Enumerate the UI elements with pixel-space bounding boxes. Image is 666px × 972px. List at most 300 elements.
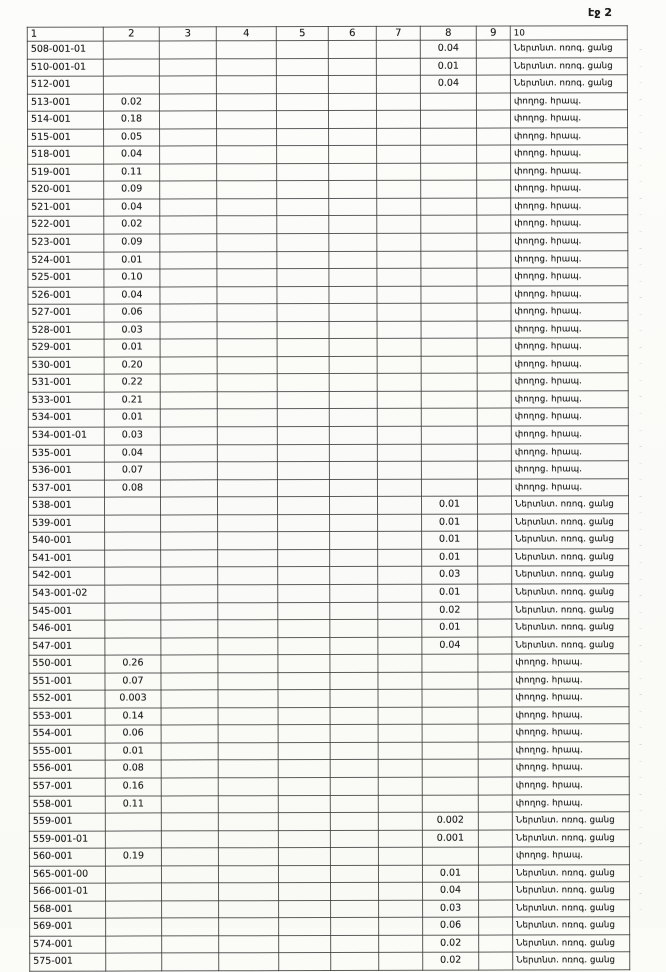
cell-col1: 524-001: [28, 252, 104, 270]
cell-col9: [478, 566, 512, 584]
cell-col7: [378, 795, 422, 813]
edge-mark: ֊: [639, 293, 643, 304]
cell-col7: [376, 40, 420, 58]
table-row: [30, 917, 630, 936]
cell-col9: [477, 409, 511, 427]
cell-col7: [376, 58, 420, 76]
cell-col10: փողոց. հրապ.: [512, 706, 629, 724]
cell-col2: [105, 620, 161, 638]
cell-col9: [477, 391, 511, 409]
cell-col5: [278, 567, 330, 585]
cell-col10: Ներտնտ. ոռոգ. ցանց: [512, 812, 629, 830]
edge-mark: ֊: [639, 491, 643, 502]
cell-col9: [476, 110, 510, 128]
cell-col7: [377, 303, 421, 321]
column-header: 1: [27, 27, 103, 41]
cell-col10: Ներտնտ. ոռոգ. ցանց: [512, 636, 629, 654]
cell-col6: [330, 742, 378, 760]
cell-col8: 0.03: [423, 900, 479, 918]
table-row: [29, 864, 629, 883]
cell-col9: [478, 672, 512, 690]
cell-col7: [377, 409, 421, 427]
cell-col7: [379, 935, 423, 953]
cell-col6: [328, 58, 376, 76]
cell-col2: 0.07: [105, 673, 161, 691]
cell-col5: [277, 391, 329, 409]
cell-col3: [160, 427, 217, 445]
cell-col2: [103, 41, 159, 59]
cell-col2: 0.003: [105, 690, 161, 708]
cell-col7: [378, 619, 422, 637]
cell-col2: 0.10: [104, 269, 160, 287]
cell-col10: փողոց. հրապ.: [512, 654, 629, 672]
cell-col7: [377, 321, 421, 339]
cell-col5: [279, 900, 331, 918]
cell-col5: [277, 427, 329, 445]
table-row: [29, 566, 629, 585]
column-header: 6: [328, 26, 376, 40]
table-row: [27, 92, 627, 111]
cell-col6: [330, 690, 378, 708]
cell-col1: 512-001: [27, 76, 103, 94]
cell-col6: [329, 339, 377, 357]
cell-col5: [279, 918, 331, 936]
cell-col1: 523-001: [28, 234, 104, 252]
cell-col2: [105, 585, 161, 603]
cell-col2: 0.14: [105, 708, 161, 726]
table-row: [28, 303, 628, 322]
table-row: [28, 443, 628, 462]
table-row: [28, 408, 628, 427]
cell-col6: [331, 953, 379, 971]
edge-mark: ֊: [639, 773, 643, 784]
cell-col9: [477, 496, 511, 514]
cell-col4: [218, 514, 278, 532]
cell-col7: [377, 268, 421, 286]
cell-col4: [219, 900, 279, 918]
table-row: [27, 57, 627, 76]
cell-col6: [330, 655, 378, 673]
cell-col1: 526-001: [28, 287, 104, 305]
cell-col1: 565-001-00: [29, 866, 105, 884]
cell-col7: [377, 128, 421, 146]
cell-col6: [330, 707, 378, 725]
cell-col7: [377, 286, 421, 304]
column-header: 7: [376, 26, 420, 40]
cell-col7: [379, 900, 423, 918]
cell-col3: [159, 76, 216, 94]
cell-col9: [477, 251, 511, 269]
cell-col4: [217, 339, 277, 357]
table-row: [27, 40, 627, 59]
cell-col8: [421, 216, 477, 234]
edge-mark: ֊: [639, 94, 643, 105]
cell-col3: [159, 111, 216, 129]
cell-col9: [478, 812, 512, 830]
cell-col7: [377, 444, 421, 462]
edge-mark: ֊: [639, 541, 643, 552]
cell-col7: [378, 672, 422, 690]
cell-col9: [478, 777, 512, 795]
cell-col5: [276, 76, 328, 94]
cell-col2: 0.02: [103, 94, 159, 112]
cell-col6: [329, 304, 377, 322]
cell-col5: [278, 760, 330, 778]
cell-col1: 537-001: [28, 480, 104, 498]
cell-col9: [478, 514, 512, 532]
cell-col1: 525-001: [28, 269, 104, 287]
cell-col7: [378, 812, 422, 830]
cell-col2: [105, 602, 161, 620]
cell-col2: [105, 638, 161, 656]
table-row: [29, 671, 629, 690]
cell-col5: [278, 620, 330, 638]
cell-col4: [217, 462, 277, 480]
cell-col6: [329, 251, 377, 269]
cell-col5: [277, 374, 329, 392]
cell-col8: 0.02: [422, 602, 478, 620]
cell-col8: 0.01: [422, 619, 478, 637]
cell-col6: [329, 321, 377, 339]
cell-col8: 0.04: [420, 75, 476, 93]
table-row: [29, 601, 629, 620]
cell-col10: փողոց. հրապ.: [512, 777, 629, 795]
cell-col9: [476, 93, 510, 111]
cell-col1: 560-001: [29, 848, 105, 866]
cell-col6: [329, 444, 377, 462]
edge-mark: ֊: [639, 475, 643, 486]
cell-col2: 0.08: [104, 480, 160, 498]
edge-mark: ֊: [639, 442, 643, 453]
cell-col8: [422, 742, 478, 760]
column-header: 5: [276, 26, 328, 40]
cell-col7: [377, 426, 421, 444]
edge-mark: ֊: [639, 888, 643, 899]
cell-col2: 0.11: [105, 795, 161, 813]
cell-col7: [377, 251, 421, 269]
cell-col3: [161, 672, 218, 690]
cell-col10: Ներտնտ. ոռոգ. ցանց: [512, 601, 629, 619]
cell-col9: [477, 215, 511, 233]
cell-col8: [421, 180, 477, 198]
edge-mark: ֊: [639, 375, 643, 386]
cell-col8: [421, 233, 477, 251]
cell-col1: 530-001: [28, 357, 104, 375]
cell-col5: [278, 549, 330, 567]
cell-col8: [421, 374, 477, 392]
cell-col4: [216, 76, 276, 94]
cell-col3: [160, 497, 217, 515]
cell-col3: [160, 392, 217, 410]
cell-col7: [377, 163, 421, 181]
cell-col9: [478, 759, 512, 777]
cell-col3: [161, 830, 218, 848]
cell-col6: [329, 198, 377, 216]
cell-col10: Ներտնտ. ոռոգ. ցանց: [512, 549, 629, 567]
cell-col5: [278, 795, 330, 813]
cell-col6: [329, 374, 377, 392]
cell-col7: [377, 233, 421, 251]
cell-col4: [217, 497, 277, 515]
cell-col10: փողոց. հրապ.: [512, 724, 629, 742]
table-row: [29, 794, 629, 813]
cell-col4: [218, 865, 278, 883]
edge-mark: ֊: [639, 227, 643, 238]
cell-col6: [329, 146, 377, 164]
cell-col2: 0.01: [104, 339, 160, 357]
cell-col9: [477, 163, 511, 181]
cell-col2: 0.01: [105, 743, 161, 761]
cell-col7: [378, 532, 422, 550]
cell-col4: [218, 743, 278, 761]
cell-col6: [330, 584, 378, 602]
cell-col1: 534-001: [28, 410, 104, 428]
cell-col6: [329, 181, 377, 199]
cell-col7: [378, 865, 422, 883]
cell-col7: [378, 707, 422, 725]
edge-mark: ֊: [639, 806, 643, 817]
cell-col1: 553-001: [29, 708, 105, 726]
cell-col6: [328, 93, 376, 111]
cell-col10: Ներտնտ. ոռոգ. ցանց: [513, 935, 630, 953]
cell-col5: [276, 40, 328, 58]
cell-col6: [329, 497, 377, 515]
cell-col7: [376, 110, 420, 128]
edge-mark: ֊: [639, 160, 643, 171]
cell-col3: [160, 322, 217, 340]
table-row: [27, 75, 627, 94]
cell-col10: փողոց. հրապ.: [511, 478, 628, 496]
cell-col10: փողոց. հրապ.: [511, 250, 628, 268]
cell-col6: [329, 216, 377, 234]
cell-col9: [477, 145, 511, 163]
edge-mark: ֊: [639, 706, 643, 717]
cell-col10: փողոց. հրապ.: [511, 356, 628, 374]
cell-col5: [278, 672, 330, 690]
cell-col8: 0.01: [422, 514, 478, 532]
cell-col6: [330, 637, 378, 655]
cell-col6: [329, 163, 377, 181]
table-row: [28, 127, 628, 146]
edge-mark: ֊: [639, 111, 643, 122]
cell-col3: [161, 550, 218, 568]
table-row: [29, 724, 629, 743]
cell-col5: [278, 690, 330, 708]
cell-col4: [217, 234, 277, 252]
table-row: [28, 356, 628, 375]
cell-col3: [162, 936, 219, 954]
cell-col1: 514-001: [27, 111, 103, 129]
cell-col10: Ներտնտ. ոռոգ. ցանց: [510, 57, 627, 75]
cell-col6: [330, 532, 378, 550]
cell-col10: Ներտնտ. ոռոգ. ցանց: [513, 952, 630, 970]
cell-col3: [161, 743, 218, 761]
cell-col2: 0.06: [104, 304, 160, 322]
cell-col5: [278, 655, 330, 673]
cell-col2: [105, 866, 161, 884]
cell-col8: [422, 760, 478, 778]
cell-col10: Ներտնտ. ոռոգ. ցանց: [511, 496, 628, 514]
cell-col4: [219, 936, 279, 954]
cell-col8: 0.03: [422, 567, 478, 585]
cell-col8: [422, 724, 478, 742]
cell-col5: [277, 198, 329, 216]
edge-mark: ֊: [639, 905, 643, 916]
cell-col10: փողոց. հրապ.: [511, 285, 628, 303]
cell-col9: [478, 795, 512, 813]
cell-col2: 0.04: [104, 445, 160, 463]
cell-col5: [278, 830, 330, 848]
table-row: [29, 847, 629, 866]
cell-col9: [476, 58, 510, 76]
cell-col8: [421, 128, 477, 146]
cell-col9: [478, 602, 512, 620]
header-row: [27, 26, 627, 42]
cell-col5: [279, 935, 331, 953]
table-row: [29, 513, 629, 532]
cell-col7: [376, 75, 420, 93]
cell-col6: [328, 75, 376, 93]
cell-col3: [161, 532, 218, 550]
cell-col5: [277, 497, 329, 515]
cell-col1: 551-001: [29, 673, 105, 691]
cell-col3: [160, 199, 217, 217]
cell-col9: [478, 531, 512, 549]
table-row: [28, 373, 628, 392]
cell-col8: [422, 672, 478, 690]
cell-col7: [378, 742, 422, 760]
cell-col8: 0.02: [423, 935, 479, 953]
cell-col7: [377, 496, 421, 514]
cell-col10: փողոց. հրապ.: [511, 268, 628, 286]
cell-col2: 0.04: [104, 287, 160, 305]
cell-col3: [161, 637, 218, 655]
edge-mark: ֊: [639, 508, 643, 519]
cell-col1: 539-001: [29, 515, 105, 533]
cell-col9: [477, 479, 511, 497]
cell-col2: 0.08: [105, 760, 161, 778]
cell-col9: [478, 724, 512, 742]
cell-col9: [476, 75, 510, 93]
cell-col6: [330, 619, 378, 637]
cell-col9: [477, 373, 511, 391]
cell-col4: [218, 707, 278, 725]
table-row: [28, 250, 628, 269]
edge-mark: ֊: [639, 657, 643, 668]
cell-col6: [330, 777, 378, 795]
cell-col4: [218, 813, 278, 831]
cell-col9: [479, 952, 513, 970]
cell-col3: [160, 462, 217, 480]
cell-col10: փողոց. հրապ.: [511, 180, 628, 198]
cell-col2: [106, 883, 162, 901]
cell-col3: [160, 164, 217, 182]
edge-mark: ֊: [639, 177, 643, 188]
edge-mark: ֊: [639, 624, 643, 635]
cell-col3: [160, 479, 217, 497]
cell-col10: փողոց. հրապ.: [511, 426, 628, 444]
cell-col8: [421, 479, 477, 497]
cell-col5: [277, 462, 329, 480]
cell-col9: [477, 426, 511, 444]
cell-col3: [159, 41, 216, 59]
cell-col7: [378, 514, 422, 532]
cell-col1: 569-001: [30, 918, 106, 936]
cell-col3: [161, 725, 218, 743]
cell-col4: [218, 532, 278, 550]
cell-col9: [478, 654, 512, 672]
cell-col2: 0.11: [104, 164, 160, 182]
cell-col3: [161, 865, 218, 883]
table-row: [30, 882, 630, 901]
cell-col2: [105, 515, 161, 533]
cell-col4: [218, 602, 278, 620]
edge-mark: ֊: [639, 640, 643, 651]
cell-col9: [478, 707, 512, 725]
cell-col9: [477, 321, 511, 339]
table-wrapper: [27, 25, 630, 972]
cell-col8: [422, 795, 478, 813]
cell-col4: [217, 286, 277, 304]
cell-col9: [477, 461, 511, 479]
edge-mark: ֊: [639, 839, 643, 850]
cell-col4: [218, 795, 278, 813]
cell-col2: 0.03: [104, 322, 160, 340]
cell-col3: [161, 620, 218, 638]
cell-col2: 0.07: [104, 462, 160, 480]
cell-col8: [421, 303, 477, 321]
cell-col5: [277, 304, 329, 322]
table-row: [28, 426, 628, 445]
table-row: [27, 110, 627, 129]
cell-col8: [421, 198, 477, 216]
edge-mark: ֊: [639, 78, 643, 89]
cell-col1: 558-001: [29, 796, 105, 814]
cell-col4: [219, 918, 279, 936]
edge-mark: ֊: [639, 872, 643, 883]
table-row: [28, 478, 628, 497]
cell-col8: 0.01: [422, 531, 478, 549]
cell-col2: [105, 831, 161, 849]
cell-col6: [331, 918, 379, 936]
cell-col3: [162, 883, 219, 901]
cell-col6: [330, 602, 378, 620]
edge-mark: ֊: [639, 193, 643, 204]
cell-col6: [329, 286, 377, 304]
table-row: [29, 531, 629, 550]
cell-col4: [218, 760, 278, 778]
table-row: [28, 496, 628, 515]
cell-col2: [105, 550, 161, 568]
cell-col1: 552-001: [29, 690, 105, 708]
cell-col1: 534-001-01: [28, 427, 104, 445]
cell-col9: [478, 637, 512, 655]
cell-col9: [479, 882, 513, 900]
table-row: [30, 952, 630, 971]
edge-mark: ֊: [639, 789, 643, 800]
cell-col4: [218, 549, 278, 567]
cell-col7: [377, 391, 421, 409]
cell-col3: [160, 374, 217, 392]
cell-col2: 0.05: [104, 129, 160, 147]
table-row: [29, 706, 629, 725]
cell-col7: [378, 584, 422, 602]
cell-col1: 513-001: [27, 94, 103, 112]
cell-col10: Ներտնտ. ոռոգ. ցանց: [513, 900, 630, 918]
page-number: էջ 2: [588, 6, 612, 19]
edge-mark: ֊: [639, 607, 643, 618]
cell-col7: [378, 725, 422, 743]
